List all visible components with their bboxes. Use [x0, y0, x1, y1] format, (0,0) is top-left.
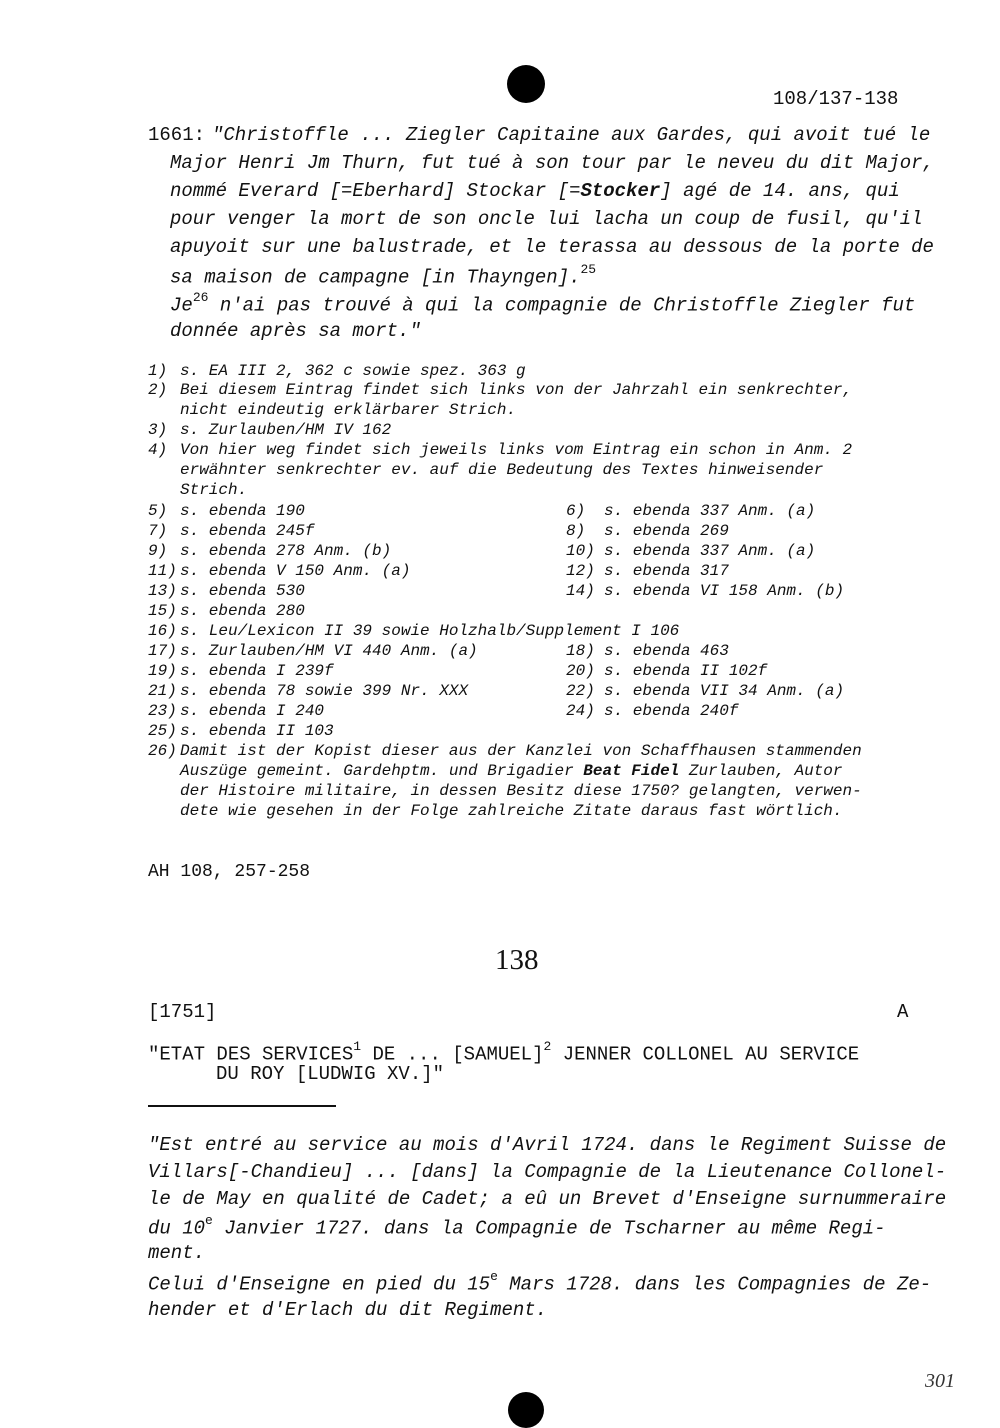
footnote-text: s. ebenda 337 Anm. (a)	[604, 502, 816, 520]
bold-name: Beat Fidel	[583, 762, 680, 780]
punch-hole-bottom	[508, 1392, 544, 1428]
quote-line-2: Major Henri Jm Thurn, fut tué à son tour par le neveu du dit Major,	[170, 152, 934, 174]
body-line: "Est entré au service au mois d'Avril 1724. dans le Regiment Suisse de	[148, 1134, 947, 1156]
footnote-text: s. EA III 2, 362 c sowie spez. 363 g	[180, 362, 526, 380]
footnote-text: s. ebenda 337 Anm. (a)	[604, 542, 816, 560]
footnote-number: 13)	[148, 582, 177, 600]
body-line: Celui d'Enseigne en pied du 15e Mars 1728. dans les Compagnies de Ze-	[148, 1269, 932, 1296]
footnote-number: 10)	[566, 542, 595, 560]
entry-title-line-1: "ETAT DES SERVICES$^1$ DE ... [SAMUEL]$^2$ JENNER COLLONEL AU SERVICE	[148, 1039, 860, 1066]
footnote-number: 1)	[148, 362, 168, 380]
footnote-text: s. Leu/Lexicon II 39 sowie Holzhalb/Supplement I 106	[180, 622, 680, 640]
footnote-number: 11)	[148, 562, 177, 580]
footnote-text: s. ebenda 280	[180, 602, 305, 620]
footnote-text: s. ebenda 240f	[604, 702, 739, 720]
footnote-number: 19)	[148, 662, 177, 680]
body-line: hender et d'Erlach du dit Regiment.	[148, 1299, 548, 1321]
footnote-text: s. ebenda 78 sowie 399 Nr. XXX	[180, 682, 469, 700]
footnote-number: 5)	[148, 502, 168, 520]
footnote-text: erwähnter senkrechter ev. auf die Bedeutung des Textes hinweisender	[180, 461, 824, 479]
footnote-text: s. ebenda 278 Anm. (b)	[180, 542, 392, 560]
quote-line-3: nommé Everard [=Eberhard] Stockar [=Stocker] agé de 14. ans, qui	[170, 180, 900, 202]
body-line: Villars[-Chandieu] ... [dans] la Compagnie de la Lieutenance Collonel-	[148, 1161, 947, 1183]
body-line: du 10e Janvier 1727. dans la Compagnie de Tscharner au même Regi-	[148, 1213, 886, 1240]
entry-date: [1751]	[148, 1001, 217, 1023]
footnote-number: 26)	[148, 742, 177, 760]
footnote-number: 17)	[148, 642, 177, 660]
footnote-ref-1: 1	[353, 1039, 362, 1054]
title-rule	[148, 1105, 336, 1107]
footnote-ref-26: 26	[192, 290, 209, 305]
footnote-text: Damit ist der Kopist dieser aus der Kanzlei von Schaffhausen stammenden	[180, 742, 862, 760]
footnote-number: 15)	[148, 602, 177, 620]
footnote-number: 24)	[566, 702, 595, 720]
quote-line-6: sa maison de campagne [in Thayngen].$^{25}$	[170, 262, 597, 289]
footnote-number: 3)	[148, 421, 168, 439]
footnote-number: 21)	[148, 682, 177, 700]
footnote-text: Strich.	[180, 481, 248, 499]
footnote-number: 16)	[148, 622, 177, 640]
footnote-number: 12)	[566, 562, 595, 580]
footnote-number: 4)	[148, 441, 168, 459]
entry-year: 1661:	[148, 124, 206, 146]
handwritten-page-mark: 301	[925, 1370, 955, 1392]
punch-hole-top	[507, 65, 545, 103]
footnote-text: s. ebenda 317	[604, 562, 729, 580]
footnote-text: s. ebenda 269	[604, 522, 729, 540]
quote-line-5: apuyoit sur une balustrade, et le terassa au dessous de la porte de	[170, 236, 934, 258]
entry-title-line-2: DU ROY [LUDWIG XV.]"	[216, 1063, 445, 1085]
footnote-number: 2)	[148, 381, 168, 399]
footnote-text: der Histoire militaire, in dessen Besitz diese 1750? gelangten, verwen-	[180, 782, 862, 800]
footnote-text: Von hier weg findet sich jeweils links vom Eintrag ein schon in Anm. 2	[180, 441, 853, 459]
bold-name: Stocker	[580, 180, 661, 202]
footnote-number: 6)	[566, 502, 586, 520]
footnote-text: s. Zurlauben/HM IV 162	[180, 421, 392, 439]
footnote-text: s. ebenda VII 34 Anm. (a)	[604, 682, 845, 700]
footnote-text: s. ebenda 190	[180, 502, 305, 520]
class-letter: A	[897, 1001, 909, 1023]
source-reference: AH 108, 257-258	[148, 862, 311, 882]
footnote-text: s. ebenda I 239f	[180, 662, 334, 680]
footnote-text: dete wie gesehen in der Folge zahlreiche Zitate daraus fast wörtlich.	[180, 802, 843, 820]
footnote-number: 20)	[566, 662, 595, 680]
footnote-text: s. ebenda II 102f	[604, 662, 768, 680]
quote-line-1: "Christoffle ... Ziegler Capitaine aux Gardes, qui avoit tué le	[212, 124, 931, 146]
footnote-ref-2: 2	[543, 1039, 552, 1054]
footnote-text: s. ebenda 530	[180, 582, 305, 600]
footnote-text: s. ebenda VI 158 Anm. (b)	[604, 582, 845, 600]
footnote-number: 22)	[566, 682, 595, 700]
footnote-text: s. Zurlauben/HM VI 440 Anm. (a)	[180, 642, 478, 660]
footnote-text: Auszüge gemeint. Gardehptm. und Brigadier Beat Fidel Zurlauben, Autor	[180, 762, 843, 780]
quote-line-4: pour venger la mort de son oncle lui lacha un coup de fusil, qu'il	[170, 208, 923, 230]
footnote-number: 7)	[148, 522, 168, 540]
footnote-text: s. ebenda 463	[604, 642, 729, 660]
footnote-text: s. ebenda I 240	[180, 702, 325, 720]
footnote-text: s. ebenda V 150 Anm. (a)	[180, 562, 411, 580]
footnote-number: 25)	[148, 722, 177, 740]
body-line: le de May en qualité de Cadet; a eû un Brevet d'Enseigne surnummeraire	[148, 1188, 947, 1210]
entry-number: 138	[495, 944, 539, 976]
quote-line-7: Je$^{26}$ n'ai pas trouvé à qui la compagnie de Christoffle Ziegler fut	[170, 290, 916, 317]
body-line: ment.	[148, 1242, 206, 1264]
footnote-ref-25: 25	[580, 262, 597, 277]
footnote-text: s. ebenda 245f	[180, 522, 315, 540]
quote-line-8: donnée après sa mort."	[170, 320, 421, 342]
footnote-text: s. ebenda II 103	[180, 722, 334, 740]
footnote-number: 8)	[566, 522, 586, 540]
page-reference: 108/137-138	[773, 88, 899, 110]
footnote-text: Bei diesem Eintrag findet sich links von der Jahrzahl ein senkrechter,	[180, 381, 853, 399]
footnote-number: 18)	[566, 642, 595, 660]
footnote-number: 9)	[148, 542, 168, 560]
footnote-number: 14)	[566, 582, 595, 600]
footnote-text: nicht eindeutig erklärbarer Strich.	[180, 401, 517, 419]
footnote-number: 23)	[148, 702, 177, 720]
